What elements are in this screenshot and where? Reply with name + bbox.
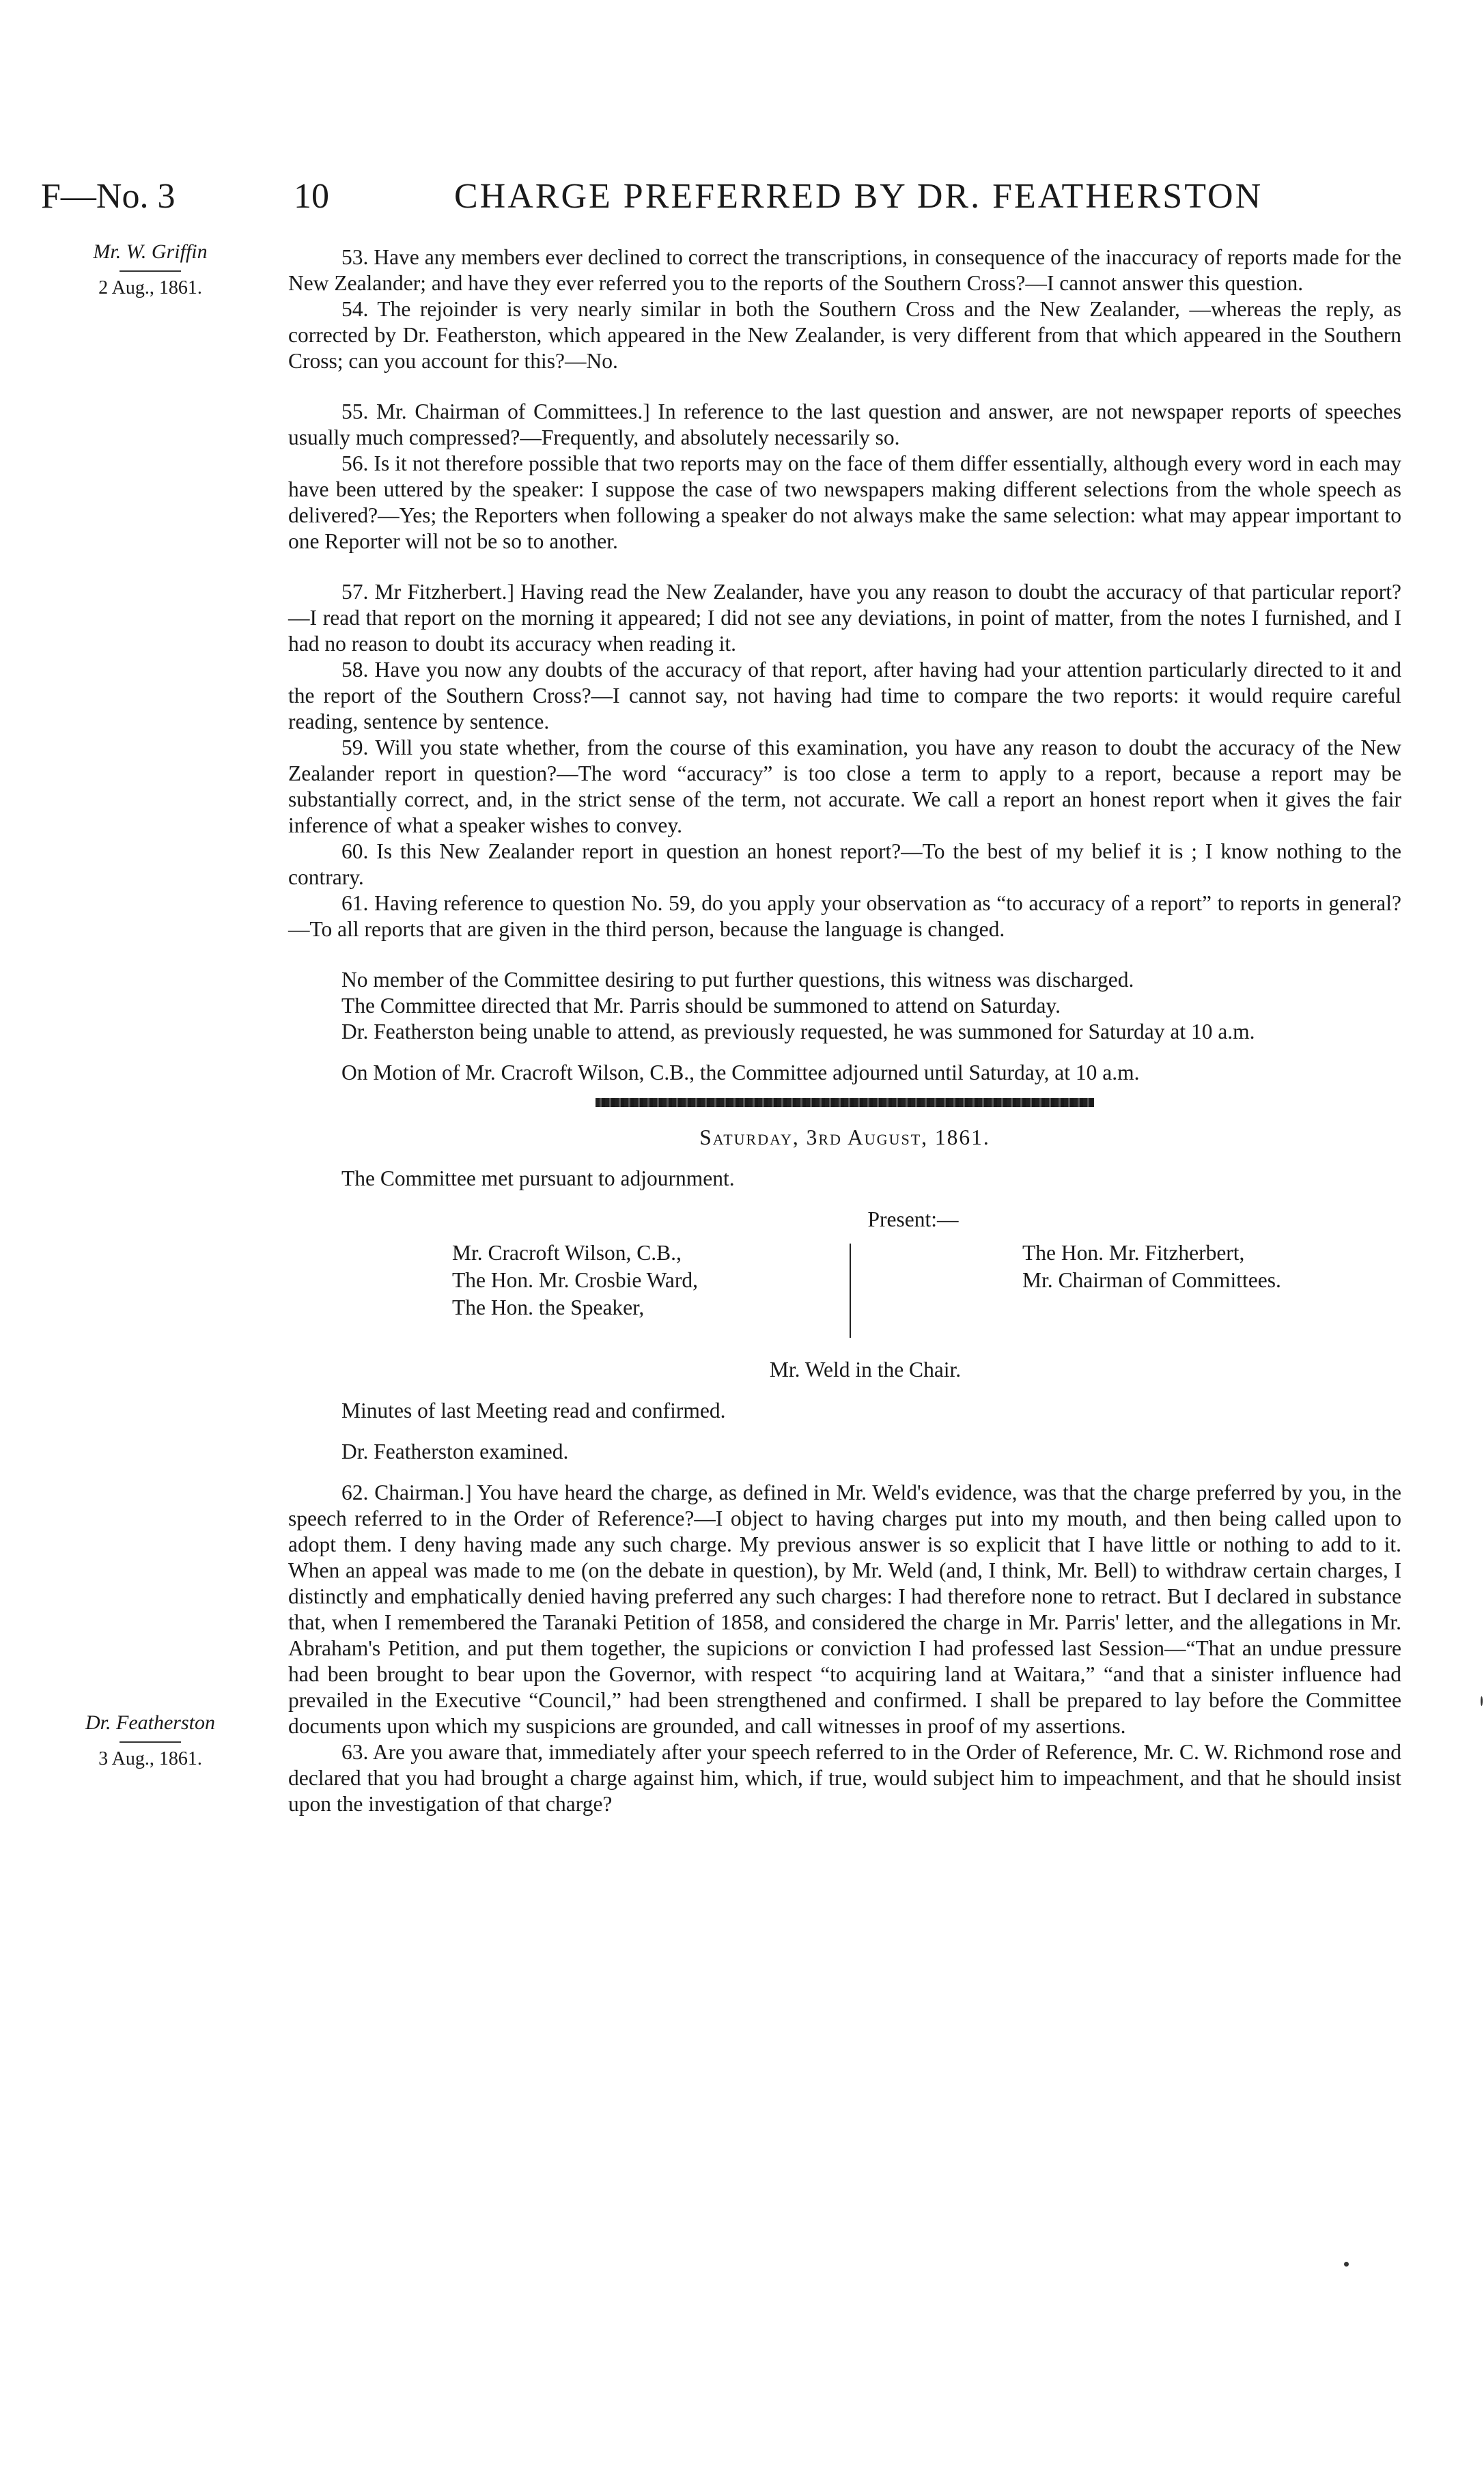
margin-date: 3 Aug., 1861. [98, 1748, 202, 1769]
attendance-left-column [452, 1239, 698, 1321]
attendance-list [288, 1239, 1401, 1342]
document-body [288, 244, 1401, 1817]
member-name: The Hon. Mr. Fitzherbert, [1022, 1241, 1245, 1265]
adjournment-motion: On Motion of Mr. Cracroft Wilson, C.B., the Committee adjourned until Saturday, at 10 a.m. [341, 1061, 1140, 1084]
column-separator [850, 1244, 851, 1338]
margin-rule [120, 270, 181, 272]
section-divider [596, 1098, 1094, 1107]
question-63: 63. Are you aware that, immediately after your speech referred to in the Order of Reference, Mr. C. W. Richmond rose and declared that you had brought a charge against him, which, if true, would subject him to impeachment, and that he should insist upon the investigation of that charge? [288, 1740, 1401, 1816]
page-number: 10 [294, 177, 329, 216]
witness-examined: Dr. Featherston examined. [341, 1440, 569, 1463]
margin-note-featherston [48, 1711, 253, 1770]
question-55: 55. Mr. Chairman of Committees.] In reference to the last question and answer, are not newspaper reports of speeches usually much compressed?—Frequently, and absolutely necessarily so. [288, 399, 1401, 449]
question-62: 62. Chairman.] You have heard the charge, as defined in Mr. Weld's evidence, was that the charge preferred by you, in the speech referred to in the Order of Reference?—I object to having charges put into my mouth, and then being called upon to adopt them. I deny having made any such charge. My previous answer is so explicit that I have little or nothing to add to it. When an appeal was made to me (on the debate in question), by Mr. Weld (and, I think, Mr. Bell) to withdraw certain charges, I distinctly and emphatically denied having preferred any such charges: I had therefore none to retract. But I declared in substance that, when I remembered the Taranaki Petition of 1858, and considered the charge in Mr. Parris' letter, and the allegations in Mr. Abraham's Petition, and put them together, the supicions or conviction I had professed last Session—“That an undue pressure had been brought to bear upon the Governor, with respect “to acquiring land at Waitara,” “and that a sinister influence had prevailed in the Executive “Council,” had been strengthened and confirmed. I shall be prepared to lay before the Committee documents upon which my suspicions are grounded, and call witnesses in proof of my assertions. [288, 1481, 1401, 1738]
ink-speck [1481, 1696, 1483, 1706]
page-title: CHARGE PREFERRED BY DR. FEATHERSTON [454, 177, 1263, 216]
question-57: 57. Mr Fitzherbert.] Having read the New Zealander, have you any reason to doubt the accuracy of that particular report?—I read that report on the morning it appeared; I did not see any deviations, in point of matter, from the notes I furnished, and I had no reason to doubt its accuracy when reading it. [288, 580, 1401, 656]
witness-discharged: No member of the Committee desiring to put further questions, this witness was discharged. [341, 968, 1134, 992]
question-54: 54. The rejoinder is very nearly similar in both the Southern Cross and the New Zealander, —whereas the reply, as corrected by Dr. Featherston, which appeared in the New Zealander, is very different from that which appeared in the Southern Cross; can you account for this?—No. [288, 297, 1401, 373]
member-name: Mr. Chairman of Committees. [1022, 1268, 1281, 1292]
ink-speck [1344, 2262, 1349, 2267]
margin-date: 2 Aug., 1861. [98, 277, 202, 298]
featherston-summoned: Dr. Featherston being unable to attend, as previously requested, he was summoned for Saturday at 10 a.m. [341, 1020, 1255, 1043]
met-pursuant: The Committee met pursuant to adjournment. [341, 1166, 735, 1190]
question-61: 61. Having reference to question No. 59, do you apply your observation as “to accuracy of a report” to reports in general?—To all reports that are given in the third person, because the language is changed. [288, 891, 1401, 941]
attendance-right-column [1022, 1239, 1281, 1294]
question-59: 59. Will you state whether, from the course of this examination, you have any reason to doubt the accuracy of the New Zealander report in question?—The word “accuracy” is too close a term to apply to a report, because a report may be substantially correct, and, in the strict sense of the term, not accurate. We call a report an honest report when it gives the fair inference of what a speaker wishes to convey. [288, 735, 1401, 837]
member-name: Mr. Cracroft Wilson, C.B., [452, 1241, 682, 1265]
margin-witness-name: Mr. W. Griffin [93, 240, 208, 263]
member-name: The Hon. Mr. Crosbie Ward, [452, 1268, 698, 1292]
question-53: 53. Have any members ever declined to correct the transcriptions, in consequence of the inaccuracy of reports made for the New Zealander; and have they ever referred you to the reports of the Southern Cross?—I cannot answer this question. [288, 245, 1401, 295]
question-56: 56. Is it not therefore possible that two reports may on the face of them differ essentially, although every word in each may have been uttered by the speaker: I suppose the case of two newspapers making different selections from the whole speech as delivered?—Yes; the Reporters when following a speaker do not always make the same selection: what may appear important to one Reporter will not be so to another. [288, 451, 1401, 553]
present-label: Present:— [867, 1207, 959, 1231]
margin-rule [120, 1741, 181, 1743]
paper-reference: F—No. 3 [41, 177, 176, 216]
minutes-confirmed: Minutes of last Meeting read and confirmed. [341, 1399, 726, 1422]
question-60: 60. Is this New Zealander report in question an honest report?—To the best of my belief it is ; I know nothing to the contrary. [288, 839, 1401, 889]
page-header [41, 176, 1443, 224]
margin-note-griffin [48, 240, 253, 299]
committee-directed: The Committee directed that Mr. Parris should be summoned to attend on Saturday. [341, 994, 1061, 1018]
member-name: The Hon. the Speaker, [452, 1295, 645, 1319]
question-58: 58. Have you now any doubts of the accuracy of that report, after having had your attention particularly directed to it and the report of the Southern Cross?—I cannot say, not having had time to compare the two reports: it would require careful reading, sentence by sentence. [288, 658, 1401, 733]
meeting-date-heading: Saturday, 3rd August, 1861. [699, 1125, 990, 1149]
margin-witness-name: Dr. Featherston [85, 1711, 215, 1734]
chair-statement: Mr. Weld in the Chair. [769, 1358, 962, 1382]
